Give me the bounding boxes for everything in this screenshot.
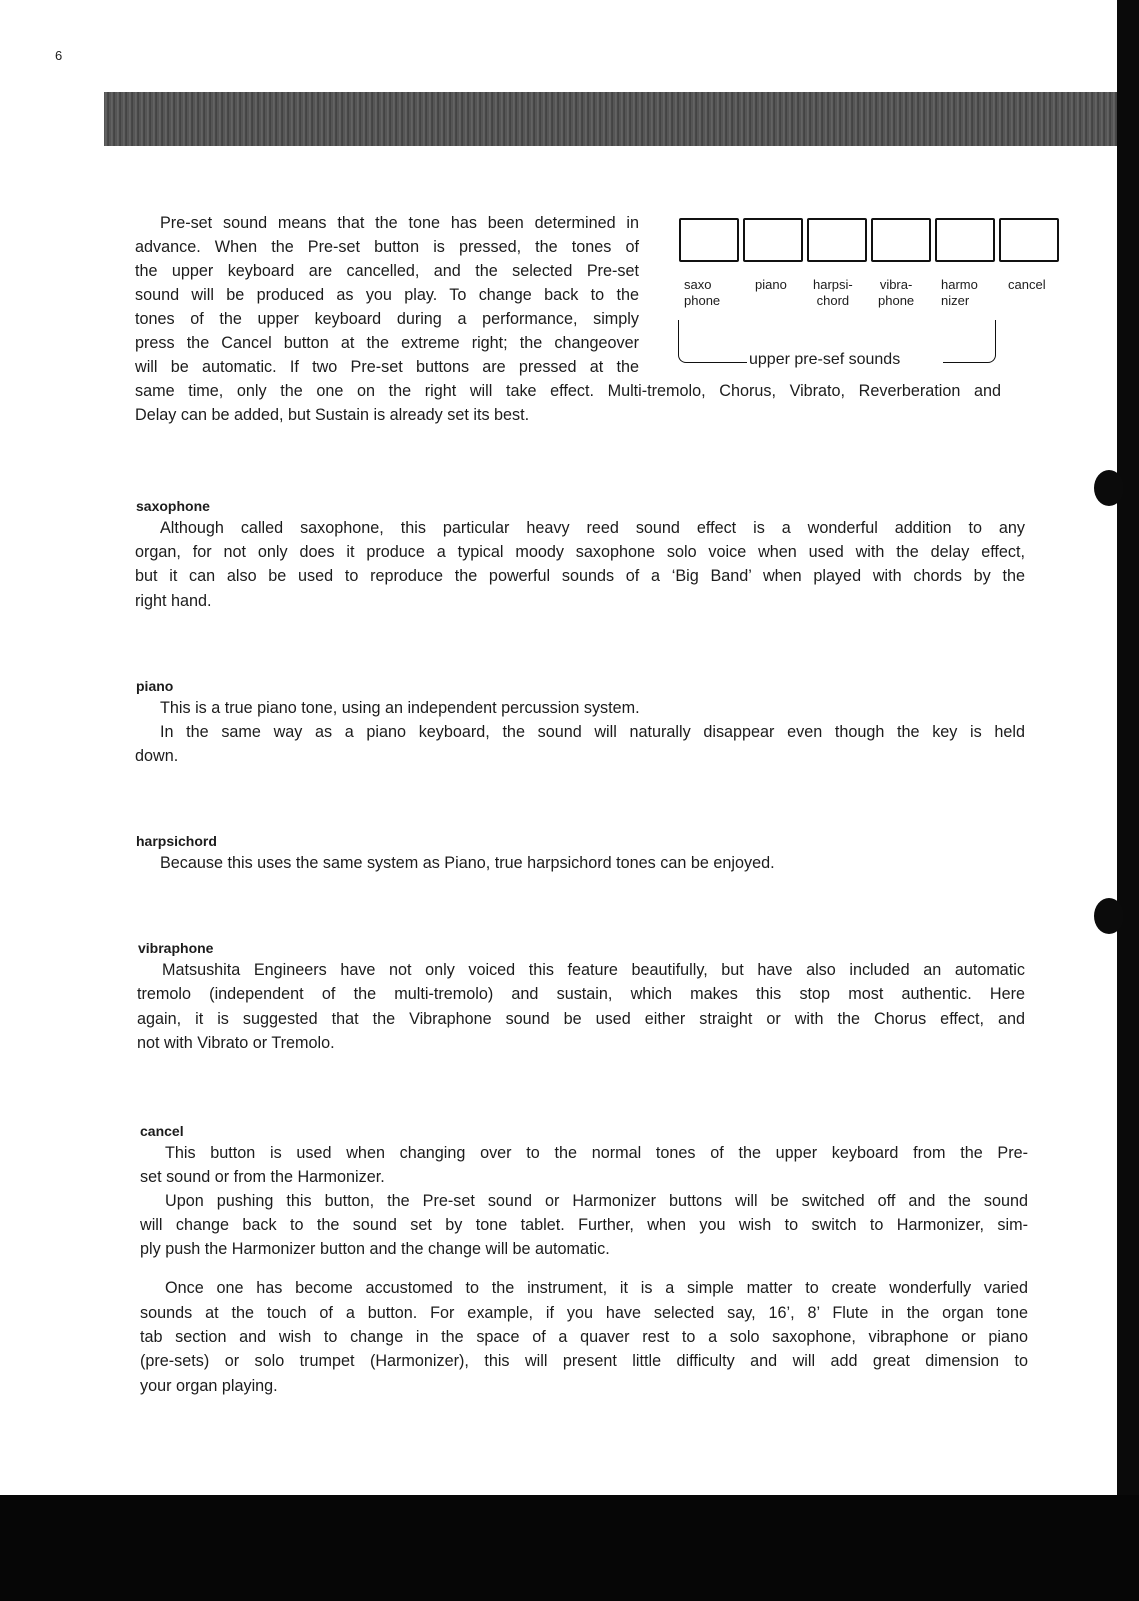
punch-hole [1094,898,1124,934]
body-line: organ, for not only does it produce a typical moody saxophone solo voice when used with the delay effect, [135,543,1025,561]
body-line: tremolo (independent of the multi-tremolo) and sustain, which makes this stop most authentic. Here [137,985,1025,1003]
button-label-harmonizer: harmo nizer [941,277,978,308]
button-label-piano: piano [755,277,787,292]
scan-edge [1117,0,1139,1495]
button-label-harpsichord: harpsi- chord [813,277,853,308]
vibraphone-button [871,218,931,262]
body-line: (pre-sets) or solo trumpet (Harmonizer), this will present little difficulty and will add great dimension to [140,1352,1028,1370]
button-label-vibraphone: vibra- phone [878,277,915,308]
body-line: sounds at the touch of a button. For example, if you have selected say, 16’, 8’ Flute in the organ tone [140,1304,1028,1322]
section-heading-vibraphone: vibraphone [138,940,214,956]
scan-bottom-band [0,1495,1139,1601]
body-line: This is a true piano tone, using an independent percussion system. [160,699,640,717]
intro-line: the upper keyboard are cancelled, and the selected Pre-set [135,262,639,280]
page-number: 6 [55,48,63,63]
body-line: down. [135,747,179,765]
body-line: but it can also be used to reproduce the powerful sounds of a ‘Big Band’ when played with chords by the [135,567,1025,585]
body-line: set sound or from the Harmonizer. [140,1168,385,1186]
button-label-saxophone: saxo phone [684,277,721,308]
body-line: Because this uses the same system as Piano, true harpsichord tones can be enjoyed. [160,854,775,872]
intro-line: will be automatic. If two Pre-set buttons are pressed at the [135,358,639,376]
body-line: your organ playing. [140,1377,278,1395]
bracket-left [678,320,747,363]
cancel-button [999,218,1059,262]
intro-line: Delay can be added, but Sustain is already set its best. [135,406,530,424]
body-line: again, it is suggested that the Vibraphone sound be used either straight or with the Chorus effect, and [137,1010,1025,1028]
intro-line: tones of the upper keyboard during a performance, simply [135,310,639,328]
punch-hole [1094,470,1124,506]
body-line: not with Vibrato or Tremolo. [137,1034,335,1052]
body-line: Once one has become accustomed to the instrument, it is a simple matter to create wonderfully varied [165,1279,1028,1297]
section-heading-cancel: cancel [140,1123,184,1139]
bracket-right [943,320,996,363]
body-line: Matsushita Engineers have not only voiced this feature beautifully, but have also included an automatic [162,961,1025,979]
intro-line: advance. When the Pre-set button is pressed, the tones of [135,238,639,256]
intro-line: Pre-set sound means that the tone has been determined in [160,214,639,232]
section-header-bar [104,92,1117,146]
saxophone-button [679,218,739,262]
section-heading-piano: piano [136,678,174,694]
intro-line: same time, only the one on the right will take effect. Multi-tremolo, Chorus, Vibrato, Reverberation and [135,382,1001,400]
harmonizer-button [935,218,995,262]
bracket-label: upper pre-sef sounds [749,351,901,368]
section-heading-saxophone: saxophone [136,498,210,514]
harpsichord-button [807,218,867,262]
body-line: will change back to the sound set by tone tablet. Further, when you wish to switch to Harmonizer, sim- [140,1216,1028,1234]
body-line: Upon pushing this button, the Pre-set sound or Harmonizer buttons will be switched off and the sound [165,1192,1028,1210]
section-heading-harpsichord: harpsichord [136,833,217,849]
preset-button-diagram [679,218,1065,264]
piano-button [743,218,803,262]
body-line: This button is used when changing over to the normal tones of the upper keyboard from the Pre- [165,1144,1028,1162]
intro-line: sound will be produced as you play. To change back to the [135,286,639,304]
body-line: ply push the Harmonizer button and the change will be automatic. [140,1240,610,1258]
body-line: right hand. [135,592,212,610]
button-label-cancel: cancel [1008,277,1046,292]
body-line: tab section and wish to change in the space of a quaver rest to a solo saxophone, vibraphone or piano [140,1328,1028,1346]
body-line: In the same way as a piano keyboard, the sound will naturally disappear even though the key is held [160,723,1025,741]
body-line: Although called saxophone, this particular heavy reed sound effect is a wonderful addition to any [160,519,1025,537]
intro-line: press the Cancel button at the extreme right; the changeover [135,334,639,352]
